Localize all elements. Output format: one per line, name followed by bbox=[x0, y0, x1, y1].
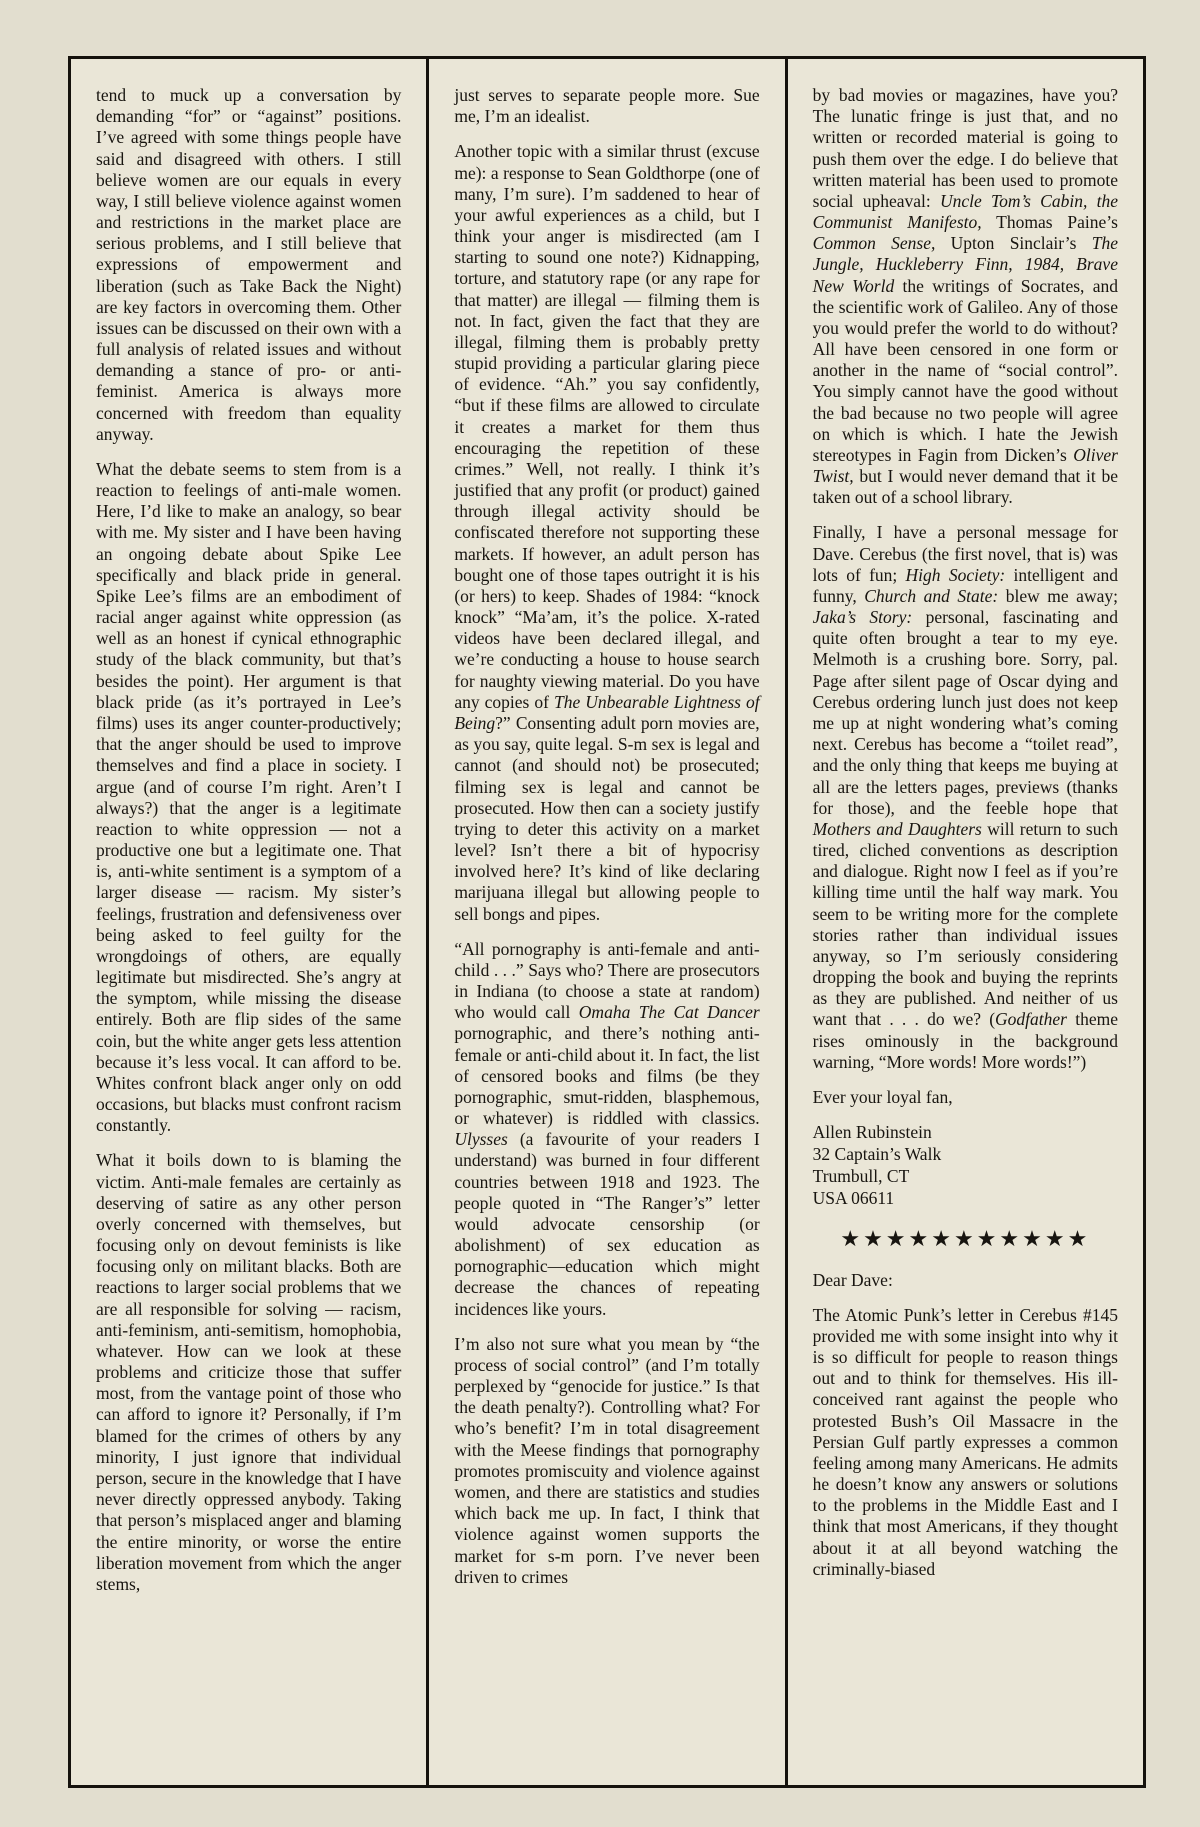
body-text: the writings of Socrates, and the scientific work of Galileo. Any of those you would prefer the world to do without? All have been censored in one form or another in the name of “social control”. You simply cannot have the good without the bad because no two people will agree on which is which. I hate the Jewish stereotypes in Fagin from Dicken’s bbox=[812, 275, 1118, 465]
paragraph bbox=[96, 1150, 401, 1595]
italic-title-text: Uncle Tom’s Cabin, the Communist Manifesto, bbox=[812, 190, 1118, 233]
body-text: intelligent and funny, bbox=[812, 564, 1118, 606]
paragraph bbox=[454, 939, 759, 1320]
italic-title-text: Jaka’s Story: bbox=[812, 607, 913, 628]
body-text: Ever your loyal fan, bbox=[812, 1086, 953, 1107]
paragraph bbox=[813, 1270, 1118, 1291]
body-text: (a favourite of your readers I understand) was burned in four different countries between 1918 and 1923. The people quoted in “The Ranger’s” letter would advocate censorship (or abolishment) of sex education as pornographic—education which might decrease the chances of repeating incidences like yours. bbox=[454, 1129, 760, 1319]
body-text: will return to such tired, cliched conventions as description and dialogue. Right now I feel as if you’re killing time until the half way mark. You seem to be writing more for the complete stories rather than individual issues anyway, so I’m seriously considering dropping the book and buying the reprints as they are published. And neither of us want that . . . do we? ( bbox=[812, 818, 1118, 1030]
body-text: “All pornography is anti-female and anti-child . . .” Says who? There are prosecutors in Indiana (to choose a state at random) who would call bbox=[454, 938, 760, 1023]
body-text: What it boils down to is blaming the victim. Anti-male females are certainly as deserving of satire as any other person overly concerned with themselves, but focusing only on devout feminists is like focusing only on militant blacks. Both are reactions to larger social problems that we are all responsible for solving — racism, anti-feminism, anti-semitism, homophobia, whatever. How can we look at these problems and criticize those that suffer most, from the vantage point of those who can afford to ignore it? Personally, if I’m blamed for the crimes of others by any minority, I just ignore that individual person, secure in the knowledge that I have never directly oppressed anybody. Taking that person’s misplaced anger and blaming the entire minority, or worse the entire liberation movement from which the anger stems, bbox=[96, 1150, 402, 1594]
body-text: Another topic with a similar thrust (excuse me): a response to Sean Goldthorpe (one of many, I’m sure). I’m saddened to hear of your awful experiences as a child, but I think your anger is misdirected (am I starting to sound one note?) Kidnapping, torture, and statutory rape (or any rape for that matter) are illegal — filming them is not. In fact, given the fact that they are illegal, filming them is probably pretty stupid providing a particular glaring piece of evidence. “Ah.” you say confidently, “but if these films are allowed to circulate it creates a market for them thus encouraging the repetition of these crimes.” Well, not really. I think it’s justified that any profit (or product) gained through illegal activity should be confiscated therefore not supporting these markets. If however, an adult person has bought one of those tapes outright it is his (or hers) to keep. Shades of 1984: “knock knock” “Ma’am, it’s the police. X-rated videos have been declared illegal, and we’re conducting a house to house search for naughty viewing material. Do you have any copies of bbox=[454, 141, 760, 712]
italic-title-text: Oliver Twist, bbox=[812, 444, 1118, 487]
italic-title-text: Mothers and Daughters bbox=[812, 818, 982, 839]
body-text: Upton Sinclair’s bbox=[935, 233, 1092, 254]
paragraph bbox=[813, 85, 1118, 508]
body-text: tend to muck up a conversation by demanding “for” or “against” positions. I’ve agreed with some things people have said and disagreed with others. I still believe women are our equals in every way, I still believe violence against women and restrictions in the market place are serious problems, and I still believe that expressions of empowerment and liberation (such as Take Back the Night) are key factors in overcoming them. Other issues can be discussed on their own with a full analysis of related issues and without demanding a stance of pro- or anti-feminist. America is always more concerned with freedom than equality anyway. bbox=[96, 85, 402, 444]
body-text: I’m also not sure what you mean by “the process of social control” (and I’m totally perplexed by “genocide for justice.” Is that the death penalty?). Controlling what? For who’s benefit? I’m in total disagreement with the Meese findings that pornography promotes promiscuity and violence against women, and there are statistics and studies which back me up. In fact, I think that violence against women supports the market for s-m porn. I’ve never been driven to crimes bbox=[454, 1333, 760, 1587]
body-text: Thomas Paine’s bbox=[981, 212, 1118, 233]
body-text: personal, fascinating and quite often brought a tear to my eye. Melmoth is a crushing bore. Sorry, pal. Page after silent page of Oscar dying and Cerebus ordering lunch just does not keep me up at night wondering what’s coming next. Cerebus has become a “toilet read”, and the only thing that keeps me buying at all are the letters pages, previews (thanks for those), and the feeble hope that bbox=[812, 607, 1118, 818]
letters-page-frame bbox=[68, 56, 1146, 1788]
italic-title-text: Common Sense, bbox=[812, 233, 936, 254]
paragraph bbox=[454, 1334, 759, 1588]
paragraph bbox=[813, 522, 1118, 1072]
italic-title-text: Omaha The Cat Dancer bbox=[578, 1002, 760, 1023]
column-2 bbox=[429, 59, 784, 1785]
star-divider: ★★★★★★★★★★★ bbox=[840, 1225, 1091, 1251]
paragraph bbox=[813, 1087, 1118, 1108]
address-line: Allen Rubinstein bbox=[812, 1122, 932, 1143]
italic-title-text: High Society: bbox=[905, 564, 1006, 585]
body-text: blew me away; bbox=[998, 585, 1118, 606]
body-text: Finally, I have a personal message for Dave. Cerebus (the first novel, that is) was lots of fun; bbox=[812, 522, 1118, 585]
italic-title-text: Ulysses bbox=[454, 1129, 508, 1150]
body-text: ?” Consenting adult porn movies are, as you say, quite legal. S-m sex is legal and cannot (and should not) be prosecuted; filming sex is legal and cannot be prosecuted. How then can a society justify trying to deter this activity on a market level? Isn’t there a bit of hypocrisy involved here? It’s kind of like declaring marijuana illegal but allowing people to sell bongs and pipes. bbox=[454, 712, 760, 924]
address-line: Trumbull, CT bbox=[812, 1165, 910, 1186]
italic-title-text: Church and State: bbox=[864, 585, 999, 606]
body-text: by bad movies or magazines, have you? The lunatic fringe is just that, and no written or recorded material is going to push them over the edge. I do believe that written material has been used to promote social upheaval: bbox=[812, 85, 1118, 211]
paragraph bbox=[454, 141, 759, 924]
body-text: just serves to separate people more. Sue me, I’m an idealist. bbox=[454, 85, 760, 127]
body-text: The Atomic Punk’s letter in Cerebus #145 provided me with some insight into why it is so difficult for people to reason things out and to think for themselves. His ill-conceived rant against the people who protested Bush’s Oil Massacre in the Persian Gulf partly expresses a common feeling among many Americans. He admits he doesn’t know any answers or solutions to the problems in the Middle East and I think that most Americans, if they thought about it at all beyond watching the criminally-biased bbox=[812, 1304, 1118, 1579]
body-text: pornographic, and there’s nothing anti-female or anti-child about it. In fact, the list of censored books and films (be they pornographic, smut-ridden, blasphemous, or whatever) is riddled with classics. bbox=[454, 1023, 760, 1129]
body-text: but I would never demand that it be taken out of a school library. bbox=[812, 466, 1118, 508]
italic-title-text: The Jungle, Huckleberry Finn, 1984, Brave New World bbox=[812, 233, 1118, 296]
address-line: USA 06611 bbox=[812, 1187, 895, 1208]
paragraph bbox=[96, 459, 401, 1137]
address-line: 32 Captain’s Walk bbox=[812, 1143, 942, 1164]
body-text: What the debate seems to stem from is a reaction to feelings of anti-male women. Here, I’d like to make an analogy, so bear with me. My sister and I have been having an ongoing debate about Spike Lee specifically and black pride in general. Spike Lee’s films are an embodiment of racial anger against white oppression (as well as an honest if cynical ethnographic study of the black community, but that’s besides the point). Her argument is that black pride (as it’s portrayed in Lee’s films) uses its anger counter-productively; that the anger should be used to improve themselves and find a place in society. I argue (and of course I’m right. Aren’t I always?) that the anger is a legitimate reaction to white oppression — not a productive one but a legitimate one. That is, anti-white sentiment is a symptom of a larger disease — racism. My sister’s feelings, frustration and defensiveness over being asked to feel guilty for the wrongdoings of others, are equally legitimate but misdirected. She’s angry at the symptom, while missing the disease entirely. Both are flip sides of the same coin, but the white anger gets less attention because it’s less vocal. It can afford to be. Whites confront black anger only on odd occasions, but blacks must confront racism constantly. bbox=[96, 458, 402, 1136]
column-1 bbox=[71, 59, 426, 1785]
paragraph bbox=[813, 1305, 1118, 1580]
body-text: theme rises ominously in the background warning, “More words! More words!”) bbox=[812, 1009, 1118, 1072]
paragraph bbox=[96, 85, 401, 445]
body-text: Dear Dave: bbox=[812, 1269, 893, 1290]
italic-title-text: Godfather bbox=[995, 1009, 1067, 1030]
italic-title-text: The Unbearable Lightness of Being bbox=[454, 691, 760, 733]
signature-address bbox=[813, 1122, 1118, 1210]
column-3 bbox=[788, 59, 1143, 1785]
paragraph bbox=[454, 85, 759, 127]
